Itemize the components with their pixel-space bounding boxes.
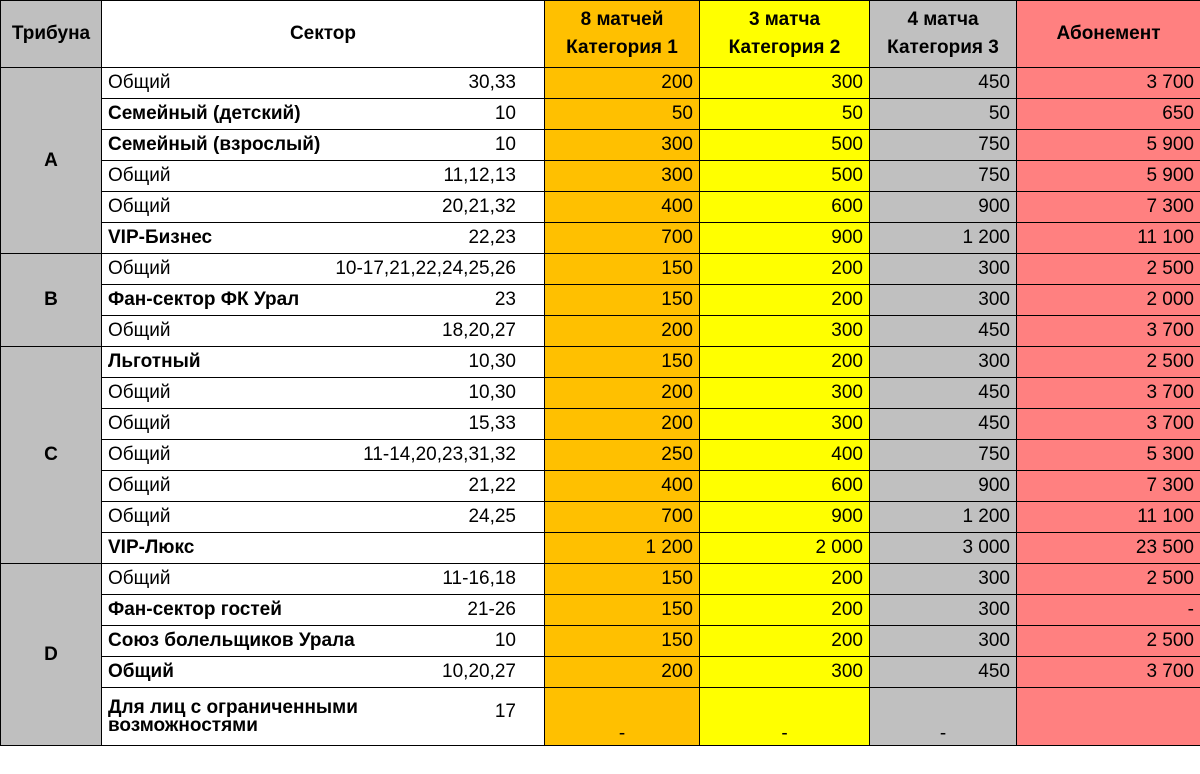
sector-cell xyxy=(102,68,545,99)
price-category-1: 250 xyxy=(545,440,700,471)
sector-numbers: 15,33 xyxy=(468,413,516,434)
sector-name: Общий xyxy=(108,413,171,434)
price-category-1: 150 xyxy=(545,626,700,657)
sector-numbers: 10,30 xyxy=(468,382,516,403)
price-subscription: 2 000 xyxy=(1017,285,1200,316)
table-row xyxy=(1,533,1200,564)
price-category-2: 900 xyxy=(700,223,870,254)
sector-name: VIP-Люкс xyxy=(108,537,195,558)
sector-content xyxy=(108,227,538,249)
sector-content xyxy=(108,351,538,373)
sector-name: Общий xyxy=(108,320,171,341)
price-category-3: 50 xyxy=(870,99,1017,130)
sector-content xyxy=(108,258,538,280)
sector-content xyxy=(108,444,538,466)
sector-numbers: 30,33 xyxy=(468,72,516,93)
table-row xyxy=(1,130,1200,161)
sector-name: Общий xyxy=(108,196,171,217)
sector-cell xyxy=(102,347,545,378)
header-category-1-matches: 8 матчей xyxy=(580,9,664,30)
header-row xyxy=(1,1,1200,68)
table-row xyxy=(1,626,1200,657)
price-category-3: 1 200 xyxy=(870,502,1017,533)
header-category-3-matches: 4 матча xyxy=(907,9,979,30)
price-subscription: 3 700 xyxy=(1017,316,1200,347)
price-category-1: 150 xyxy=(545,254,700,285)
price-category-3: 300 xyxy=(870,347,1017,378)
sector-cell xyxy=(102,192,545,223)
sector-cell xyxy=(102,161,545,192)
table-row xyxy=(1,688,1200,746)
sector-content xyxy=(108,103,538,125)
sector-cell xyxy=(102,378,545,409)
header-tribune: Трибуна xyxy=(1,1,102,68)
sector-content xyxy=(108,475,538,497)
price-subscription: 11 100 xyxy=(1017,502,1200,533)
table-body xyxy=(1,68,1200,746)
price-category-3: 300 xyxy=(870,285,1017,316)
sector-content xyxy=(108,382,538,404)
price-category-1: 400 xyxy=(545,192,700,223)
price-category-2: 500 xyxy=(700,161,870,192)
sector-name: Общий xyxy=(108,382,171,403)
sector-content xyxy=(108,165,538,187)
sector-name: Общий xyxy=(108,165,171,186)
price-category-3: 300 xyxy=(870,595,1017,626)
sector-cell xyxy=(102,595,545,626)
price-category-3: 750 xyxy=(870,130,1017,161)
price-subscription: 2 500 xyxy=(1017,626,1200,657)
sector-cell xyxy=(102,316,545,347)
price-category-3: 3 000 xyxy=(870,533,1017,564)
sector-cell xyxy=(102,657,545,688)
price-category-1: - xyxy=(545,688,700,746)
table-row xyxy=(1,595,1200,626)
price-category-2: 300 xyxy=(700,409,870,440)
price-category-2: 600 xyxy=(700,192,870,223)
sector-numbers: 10 xyxy=(494,630,516,651)
price-category-1: 150 xyxy=(545,285,700,316)
price-subscription: - xyxy=(1017,595,1200,626)
tribune-cell: B xyxy=(1,254,102,347)
sector-numbers: 20,21,32 xyxy=(442,196,516,217)
sector-content xyxy=(108,413,538,435)
price-category-1: 700 xyxy=(545,502,700,533)
price-category-2: 2 000 xyxy=(700,533,870,564)
price-category-1: 1 200 xyxy=(545,533,700,564)
price-category-1: 300 xyxy=(545,130,700,161)
price-category-3: 750 xyxy=(870,440,1017,471)
price-category-3: 900 xyxy=(870,192,1017,223)
sector-numbers: 10-17,21,22,24,25,26 xyxy=(335,258,516,279)
sector-cell xyxy=(102,285,545,316)
sector-cell xyxy=(102,99,545,130)
table-row xyxy=(1,68,1200,99)
price-subscription: 650 xyxy=(1017,99,1200,130)
table-row xyxy=(1,471,1200,502)
sector-name: Общий xyxy=(108,72,171,93)
price-category-1: 200 xyxy=(545,409,700,440)
sector-name: Союз болельщиков Урала xyxy=(108,630,355,651)
price-category-1: 50 xyxy=(545,99,700,130)
sector-cell xyxy=(102,564,545,595)
sector-content xyxy=(108,661,538,683)
header-subscription: Абонемент xyxy=(1017,1,1200,68)
price-category-3: 300 xyxy=(870,254,1017,285)
price-category-3: 450 xyxy=(870,378,1017,409)
price-subscription: 3 700 xyxy=(1017,657,1200,688)
sector-cell xyxy=(102,223,545,254)
header-category-2-label: Категория 2 xyxy=(728,37,841,58)
price-category-1: 200 xyxy=(545,68,700,99)
sector-content xyxy=(108,506,538,528)
price-subscription: 23 500 xyxy=(1017,533,1200,564)
tribune-cell: D xyxy=(1,564,102,746)
sector-numbers: 24,25 xyxy=(468,506,516,527)
table-row xyxy=(1,99,1200,130)
sector-name: Для лиц с ограниченными возможностями xyxy=(108,696,358,736)
price-subscription: 5 900 xyxy=(1017,161,1200,192)
header-category-2 xyxy=(700,1,870,68)
sector-name: Фан-сектор ФК Урал xyxy=(108,289,300,310)
sector-numbers: 10,30 xyxy=(468,351,516,372)
price-category-2: 200 xyxy=(700,347,870,378)
sector-name: Общий xyxy=(108,568,171,589)
sector-cell xyxy=(102,471,545,502)
sector-numbers: 10 xyxy=(494,103,516,124)
table-row xyxy=(1,440,1200,471)
sector-cell xyxy=(102,130,545,161)
price-category-2: 900 xyxy=(700,502,870,533)
sector-name: Семейный (детский) xyxy=(108,103,301,124)
price-category-3: - xyxy=(870,688,1017,746)
price-category-1: 200 xyxy=(545,316,700,347)
price-category-2: 50 xyxy=(700,99,870,130)
price-category-1: 150 xyxy=(545,564,700,595)
sector-name: Семейный (взрослый) xyxy=(108,134,321,155)
price-category-1: 200 xyxy=(545,378,700,409)
sector-content xyxy=(108,696,538,736)
price-subscription: 7 300 xyxy=(1017,192,1200,223)
sector-cell xyxy=(102,502,545,533)
table-row xyxy=(1,285,1200,316)
price-category-2: 200 xyxy=(700,626,870,657)
price-subscription xyxy=(1017,688,1200,746)
price-category-1: 300 xyxy=(545,161,700,192)
sector-cell xyxy=(102,626,545,657)
sector-numbers: 10,20,27 xyxy=(442,661,516,682)
price-subscription: 11 100 xyxy=(1017,223,1200,254)
sector-numbers: 11,12,13 xyxy=(443,165,516,186)
sector-cell xyxy=(102,254,545,285)
price-category-2: 300 xyxy=(700,657,870,688)
price-category-2: 600 xyxy=(700,471,870,502)
price-category-2: 300 xyxy=(700,378,870,409)
sector-content xyxy=(108,599,538,621)
price-category-2: 300 xyxy=(700,68,870,99)
price-category-3: 450 xyxy=(870,316,1017,347)
price-category-3: 450 xyxy=(870,657,1017,688)
table-row xyxy=(1,502,1200,533)
price-category-3: 450 xyxy=(870,68,1017,99)
price-category-1: 700 xyxy=(545,223,700,254)
table-row xyxy=(1,161,1200,192)
price-subscription: 2 500 xyxy=(1017,254,1200,285)
sector-content xyxy=(108,320,538,342)
header-category-1-label: Категория 1 xyxy=(566,37,678,58)
table-row xyxy=(1,347,1200,378)
header-category-2-matches: 3 матча xyxy=(748,9,821,30)
sector-name: VIP-Бизнес xyxy=(108,227,213,248)
table-row xyxy=(1,657,1200,688)
price-category-2: 500 xyxy=(700,130,870,161)
price-category-1: 200 xyxy=(545,657,700,688)
sector-name: Льготный xyxy=(108,351,201,372)
price-subscription: 3 700 xyxy=(1017,378,1200,409)
price-category-2: 200 xyxy=(700,285,870,316)
sector-numbers: 11-14,20,23,31,32 xyxy=(363,444,516,465)
sector-numbers: 10 xyxy=(494,134,516,155)
sector-name: Общий xyxy=(108,258,171,279)
price-category-3: 750 xyxy=(870,161,1017,192)
sector-cell xyxy=(102,533,545,564)
table-row xyxy=(1,192,1200,223)
price-subscription: 5 300 xyxy=(1017,440,1200,471)
price-category-1: 150 xyxy=(545,347,700,378)
price-category-3: 300 xyxy=(870,564,1017,595)
table-row xyxy=(1,378,1200,409)
sector-content xyxy=(108,568,538,590)
price-subscription: 2 500 xyxy=(1017,564,1200,595)
sector-numbers: 17 xyxy=(494,700,516,722)
price-category-1: 400 xyxy=(545,471,700,502)
sector-name: Фан-сектор гостей xyxy=(108,599,282,620)
sector-content xyxy=(108,537,538,559)
tribune-cell: A xyxy=(1,68,102,254)
price-category-2: 300 xyxy=(700,316,870,347)
price-category-2: 400 xyxy=(700,440,870,471)
sector-cell xyxy=(102,409,545,440)
sector-numbers: 23 xyxy=(494,289,516,310)
price-category-3: 450 xyxy=(870,409,1017,440)
price-subscription: 3 700 xyxy=(1017,68,1200,99)
sector-content xyxy=(108,289,538,311)
sector-numbers: 11-16,18 xyxy=(442,568,516,589)
sector-numbers: 21-26 xyxy=(467,599,516,620)
sector-cell xyxy=(102,440,545,471)
table-row xyxy=(1,564,1200,595)
sector-content xyxy=(108,134,538,156)
sector-content xyxy=(108,630,538,652)
price-subscription: 3 700 xyxy=(1017,409,1200,440)
table-row xyxy=(1,316,1200,347)
sector-content xyxy=(108,196,538,218)
header-category-3-label: Категория 3 xyxy=(887,37,999,58)
price-category-3: 300 xyxy=(870,626,1017,657)
sector-cell xyxy=(102,688,545,746)
price-subscription: 2 500 xyxy=(1017,347,1200,378)
tribune-cell: C xyxy=(1,347,102,564)
sector-name: Общий xyxy=(108,444,171,465)
sector-name: Общий xyxy=(108,506,171,527)
sector-numbers: 18,20,27 xyxy=(442,320,516,341)
table-row xyxy=(1,409,1200,440)
price-subscription: 5 900 xyxy=(1017,130,1200,161)
price-category-1: 150 xyxy=(545,595,700,626)
header-category-3 xyxy=(870,1,1017,68)
sector-content xyxy=(108,72,538,94)
sector-name: Общий xyxy=(108,661,174,682)
header-sector: Сектор xyxy=(102,1,545,68)
table-row xyxy=(1,223,1200,254)
price-category-2: 200 xyxy=(700,595,870,626)
price-category-3: 1 200 xyxy=(870,223,1017,254)
sector-name: Общий xyxy=(108,475,171,496)
price-category-2: - xyxy=(700,688,870,746)
header-category-1 xyxy=(545,1,700,68)
price-category-3: 900 xyxy=(870,471,1017,502)
sector-numbers: 21,22 xyxy=(468,475,516,496)
price-category-2: 200 xyxy=(700,564,870,595)
sector-numbers: 22,23 xyxy=(468,227,516,248)
price-category-2: 200 xyxy=(700,254,870,285)
price-subscription: 7 300 xyxy=(1017,471,1200,502)
table-row xyxy=(1,254,1200,285)
